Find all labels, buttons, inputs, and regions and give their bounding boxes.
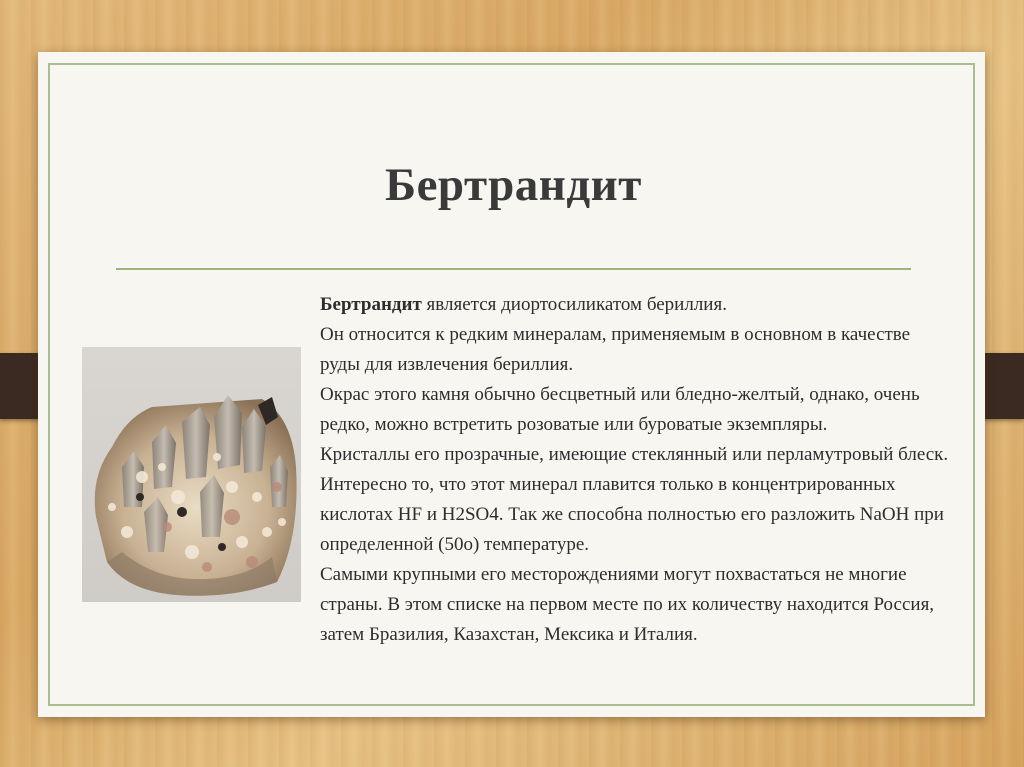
body-line-7: Интересно то, что этот минерал плавится только в концентрированных — [320, 474, 896, 495]
title-divider — [116, 268, 911, 270]
slide-title: Бертрандит — [385, 159, 642, 211]
body-line-4: Окрас этого камня обычно бесцветный или бледно-желтый, однако, очень — [320, 384, 920, 405]
mineral-photo — [82, 347, 301, 602]
line-text: является диортосиликатом бериллия. — [421, 294, 727, 315]
body-line-6: Кристаллы его прозрачные, имеющие стеклянный или перламутровый блеск. — [320, 444, 949, 465]
body-line-11: страны. В этом списке на первом месте по их количеству находится Россия, — [320, 594, 935, 615]
body-line-3: руды для извлечения бериллия. — [320, 354, 574, 375]
body-line-9: определенной (50о) температуре. — [320, 534, 590, 555]
body-line-12: затем Бразилия, Казахстан, Мексика и Италия. — [320, 624, 698, 645]
body-line-10: Самыми крупными его месторождениями могут похвастаться не многие — [320, 564, 907, 585]
body-line-5: редко, можно встретить розоватые или буроватые экземпляры. — [320, 414, 828, 435]
bertrandite-specimen-image — [82, 347, 301, 602]
term-bold: Бертрандит — [320, 294, 422, 315]
slide-body-text — [320, 290, 960, 650]
body-line-2: Он относится к редким минералам, применяемым в основном в качестве — [320, 324, 911, 345]
body-line-1 — [320, 290, 960, 320]
body-line-8: кислотах HF и H2SO4. Так же способна полностью его разложить NaOH при — [320, 504, 944, 525]
